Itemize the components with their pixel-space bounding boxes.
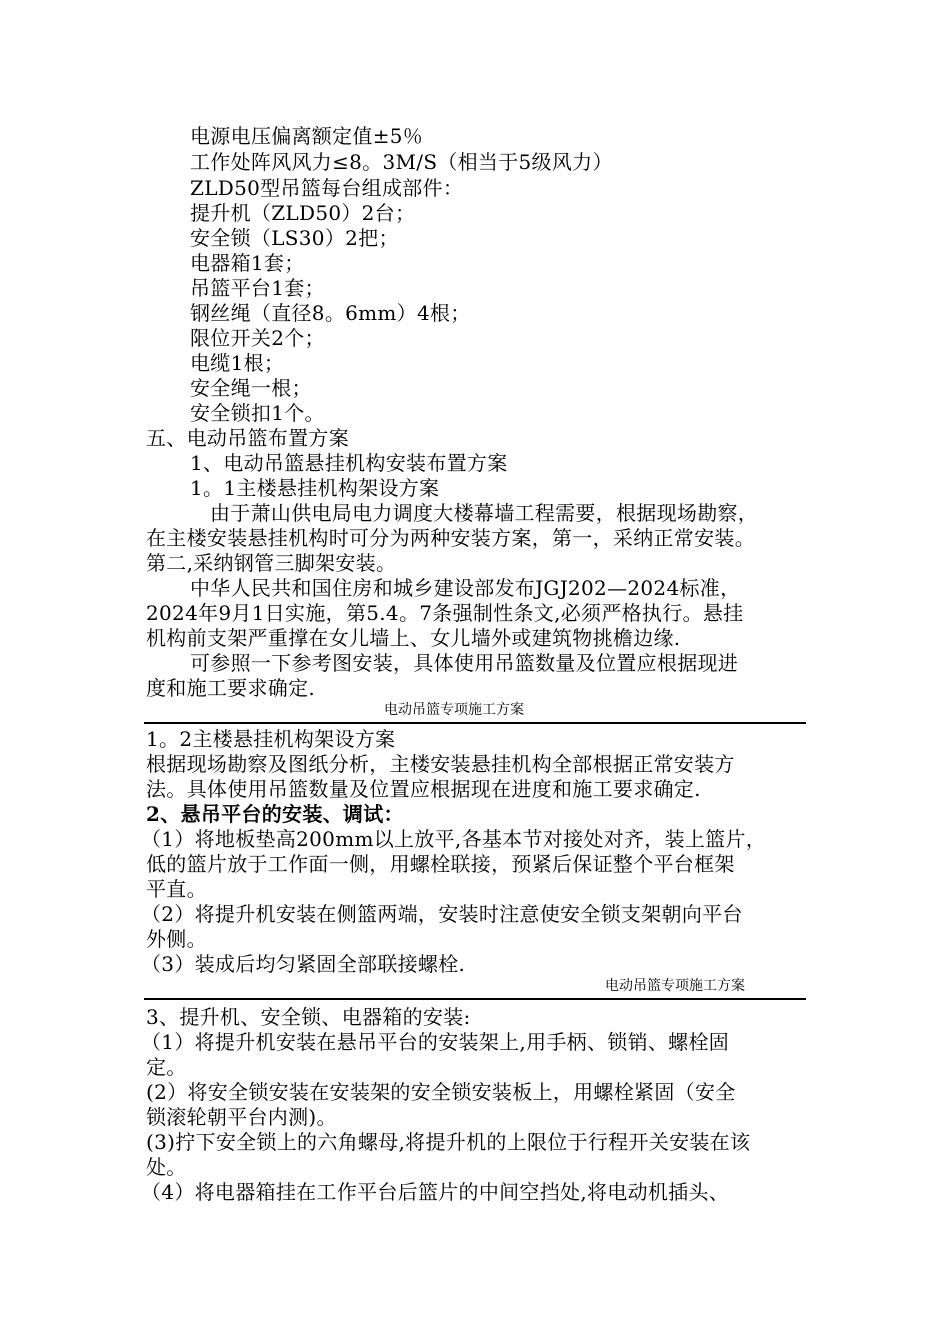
text-line: 安全锁扣1个。 [190, 401, 325, 425]
section-heading: 3、提升机、安全锁、电器箱的安装: [146, 1005, 471, 1029]
text-line: 2024年9月1日实施，第5.4。7条强制性条文,必须严格执行。悬挂 [146, 601, 744, 625]
text-line: 平直。 [146, 877, 207, 901]
text-line: 法。具体使用吊篮数量及位置应根据现在进度和施工要求确定. [146, 777, 701, 801]
text-line: (2）将安全锁安装在安装架的安全锁安装板上，用螺栓紧固（安全 [146, 1080, 736, 1104]
text-line: 限位开关2个； [190, 326, 325, 350]
header-rule [144, 722, 806, 724]
text-line: （3）装成后均匀紧固全部联接螺栓. [141, 952, 466, 976]
text-line: 机构前支架严重撑在女儿墙上、女儿墙外或建筑物挑檐边缘. [146, 626, 681, 650]
text-line: 吊篮平台1套； [190, 276, 325, 300]
text-line: 外侧。 [146, 927, 207, 951]
text-line: (3)拧下安全锁上的六角螺母,将提升机的上限位于行程开关安装在该 [146, 1130, 751, 1154]
text-line: 处。 [146, 1155, 187, 1179]
text-line: 可参照一下参考图安装，具体使用吊篮数量及位置应根据现进 [190, 651, 739, 675]
text-line: 钢丝绳（直径8。6mm）4根； [190, 301, 471, 325]
text-line: 由于萧山供电局电力调度大楼幕墙工程需要，根据现场勘察， [210, 501, 759, 525]
text-line: 提升机（ZLD50）2台； [190, 201, 416, 225]
text-line: （2）将提升机安装在侧篮两端，安装时注意使安全锁支架朝向平台 [141, 902, 743, 926]
text-line: （1）将地板垫高200mm以上放平,各基本节对接处对齐，装上篮片， [141, 827, 767, 851]
text-line: （1）将提升机安装在悬吊平台的安装架上,用手柄、锁销、螺栓固 [141, 1030, 730, 1054]
text-line: ZLD50型吊篮每台组成部件： [190, 176, 464, 200]
subheading: 1。1主楼悬挂机构架设方案 [190, 476, 440, 500]
subheading: 1、电动吊篮悬挂机构安装布置方案 [190, 451, 508, 475]
text-line: 中华人民共和国住房和城乡建设部发布JGJ202—2024标准， [190, 576, 741, 600]
text-line: 在主楼安装悬挂机构时可分为两种安装方案，第一，采纳正常安装。 [146, 526, 755, 550]
text-line: 电器箱1套； [190, 251, 305, 275]
text-line: 电缆1根； [190, 351, 285, 375]
text-line: 度和施工要求确定. [146, 676, 316, 700]
text-line: 根据现场勘察及图纸分析，主楼安装悬挂机构全部根据正常安装方 [146, 752, 735, 776]
section-heading: 2、悬吊平台的安装、调试： [146, 802, 404, 826]
text-line: 锁滚轮朝平台内测)。 [146, 1105, 337, 1129]
text-line: 第二,采纳钢管三脚架安装。 [146, 551, 397, 575]
text-line: 安全绳一根； [190, 376, 312, 400]
text-line: 工作处阵风风力≤8。3M/S（相当于5级风力） [190, 150, 613, 174]
header-rule [144, 998, 806, 1000]
text-line: （4）将电器箱挂在工作平台后篮片的中间空挡处,将电动机插头、 [141, 1180, 730, 1204]
text-line: 定。 [146, 1055, 187, 1079]
section-heading: 五、电动吊篮布置方案 [146, 426, 349, 450]
page-header: 电动吊篮专项施工方案 [384, 702, 524, 718]
text-line: 低的篮片放于工作面一侧，用螺栓联接，预紧后保证整个平台框架 [146, 852, 735, 876]
page-header: 电动吊篮专项施工方案 [605, 978, 745, 994]
text-line: 电源电压偏离额定值±5％ [190, 124, 424, 148]
text-line: 安全锁（LS30）2把； [190, 226, 399, 250]
subheading: 1。2主楼悬挂机构架设方案 [146, 727, 396, 751]
